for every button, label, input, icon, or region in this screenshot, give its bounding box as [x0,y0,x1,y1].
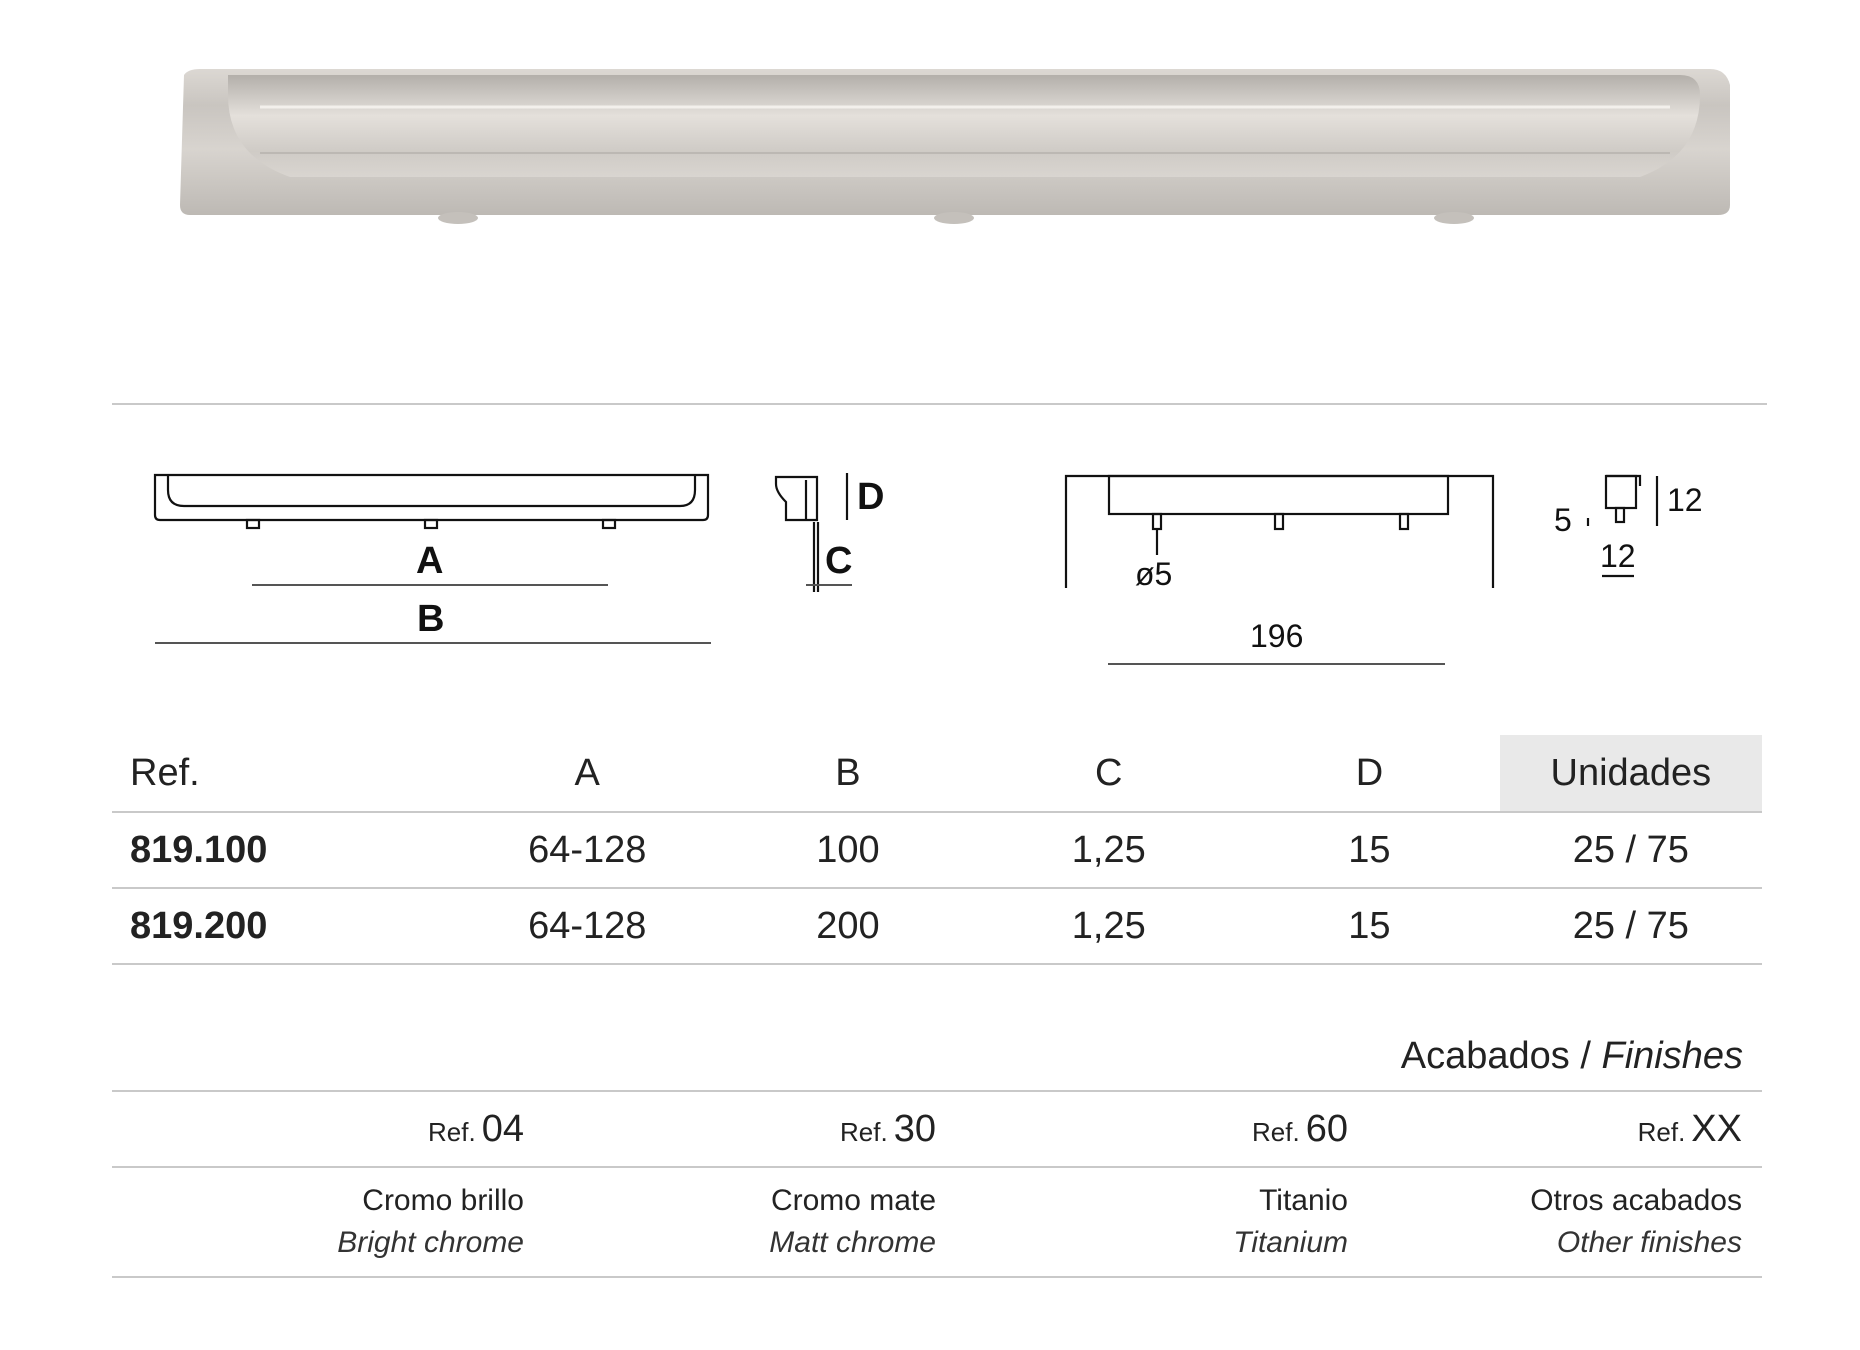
finish-ref [112,1108,524,1151]
cell-c: 1,25 [978,888,1239,964]
finishes-title-es: Acabados / [1400,1035,1591,1077]
rear-view-outline [1066,476,1493,588]
finish-ref-prefix: Ref. [428,1116,476,1147]
finish-name-en: Matt chrome [769,1226,936,1259]
handle-product-photo [170,55,1740,245]
finish-name [1348,1180,1760,1264]
cell-ref: 819.100 [112,812,457,888]
cell-b: 200 [718,888,979,964]
header-d: D [1239,735,1499,812]
technical-drawing [0,440,1860,700]
table-row [112,812,1762,888]
header-c: C [978,735,1239,812]
finish-ref [524,1108,936,1151]
cell-units: 25 / 75 [1500,888,1762,964]
finish-refs-row [112,1090,1762,1166]
spec-table [112,735,1762,965]
cell-a: 64-128 [457,888,718,964]
cell-d: 15 [1239,888,1499,964]
small-height-label: 12 [1667,482,1703,518]
finish-name-es: Cromo brillo [362,1184,524,1217]
finishes-title [1401,1035,1743,1078]
finish-ref-prefix: Ref. [840,1116,888,1147]
finish-ref-code: 60 [1305,1107,1348,1150]
finishes-grid [112,1090,1762,1278]
table-row [112,888,1762,964]
top-divider [112,403,1767,405]
finish-name [112,1180,524,1264]
finish-ref [936,1108,1348,1151]
front-view-outline [155,475,708,520]
finish-name-es: Titanio [1259,1184,1348,1217]
cell-ref: 819.200 [112,888,457,964]
dimension-c-label: C [825,540,853,582]
finish-name-es: Cromo mate [770,1184,936,1217]
cell-d: 15 [1239,812,1499,888]
cell-b: 100 [718,812,979,888]
dimension-a-label: A [416,540,444,582]
hole-diameter-label: ø5 [1135,556,1173,592]
front-view-inner [168,475,695,506]
cell-units: 25 / 75 [1500,812,1762,888]
finish-ref-prefix: Ref. [1637,1116,1686,1147]
finish-ref [1348,1108,1760,1151]
span-dimension-label: 196 [1250,618,1304,654]
small-side-label: 5 [1554,502,1572,538]
header-b: B [718,735,979,812]
finish-name-es: Otros acabados [1530,1184,1742,1217]
small-width-label: 12 [1600,538,1636,574]
cell-c: 1,25 [978,812,1239,888]
finish-ref-code: XX [1691,1107,1742,1150]
header-a: A [457,735,718,812]
finish-ref-code: 30 [893,1107,936,1150]
header-units: Unidades [1500,735,1762,812]
side-view-outline [776,477,817,520]
dimension-b-label: B [417,598,445,640]
finish-name [524,1180,936,1264]
finish-name-en: Bright chrome [337,1226,524,1259]
finish-name-en: Titanium [1233,1226,1348,1259]
finishes-title-en: Finishes [1601,1035,1743,1077]
finish-name-en: Other finishes [1556,1226,1742,1259]
spec-header-row [112,735,1762,812]
finish-names-row [112,1166,1762,1278]
dimension-d-label: D [857,476,885,518]
cell-a: 64-128 [457,812,718,888]
drawing-lines [0,440,1860,700]
finish-name [936,1180,1348,1264]
finish-ref-prefix: Ref. [1252,1116,1300,1147]
header-ref: Ref. [112,735,457,812]
finish-ref-code: 04 [481,1107,524,1150]
